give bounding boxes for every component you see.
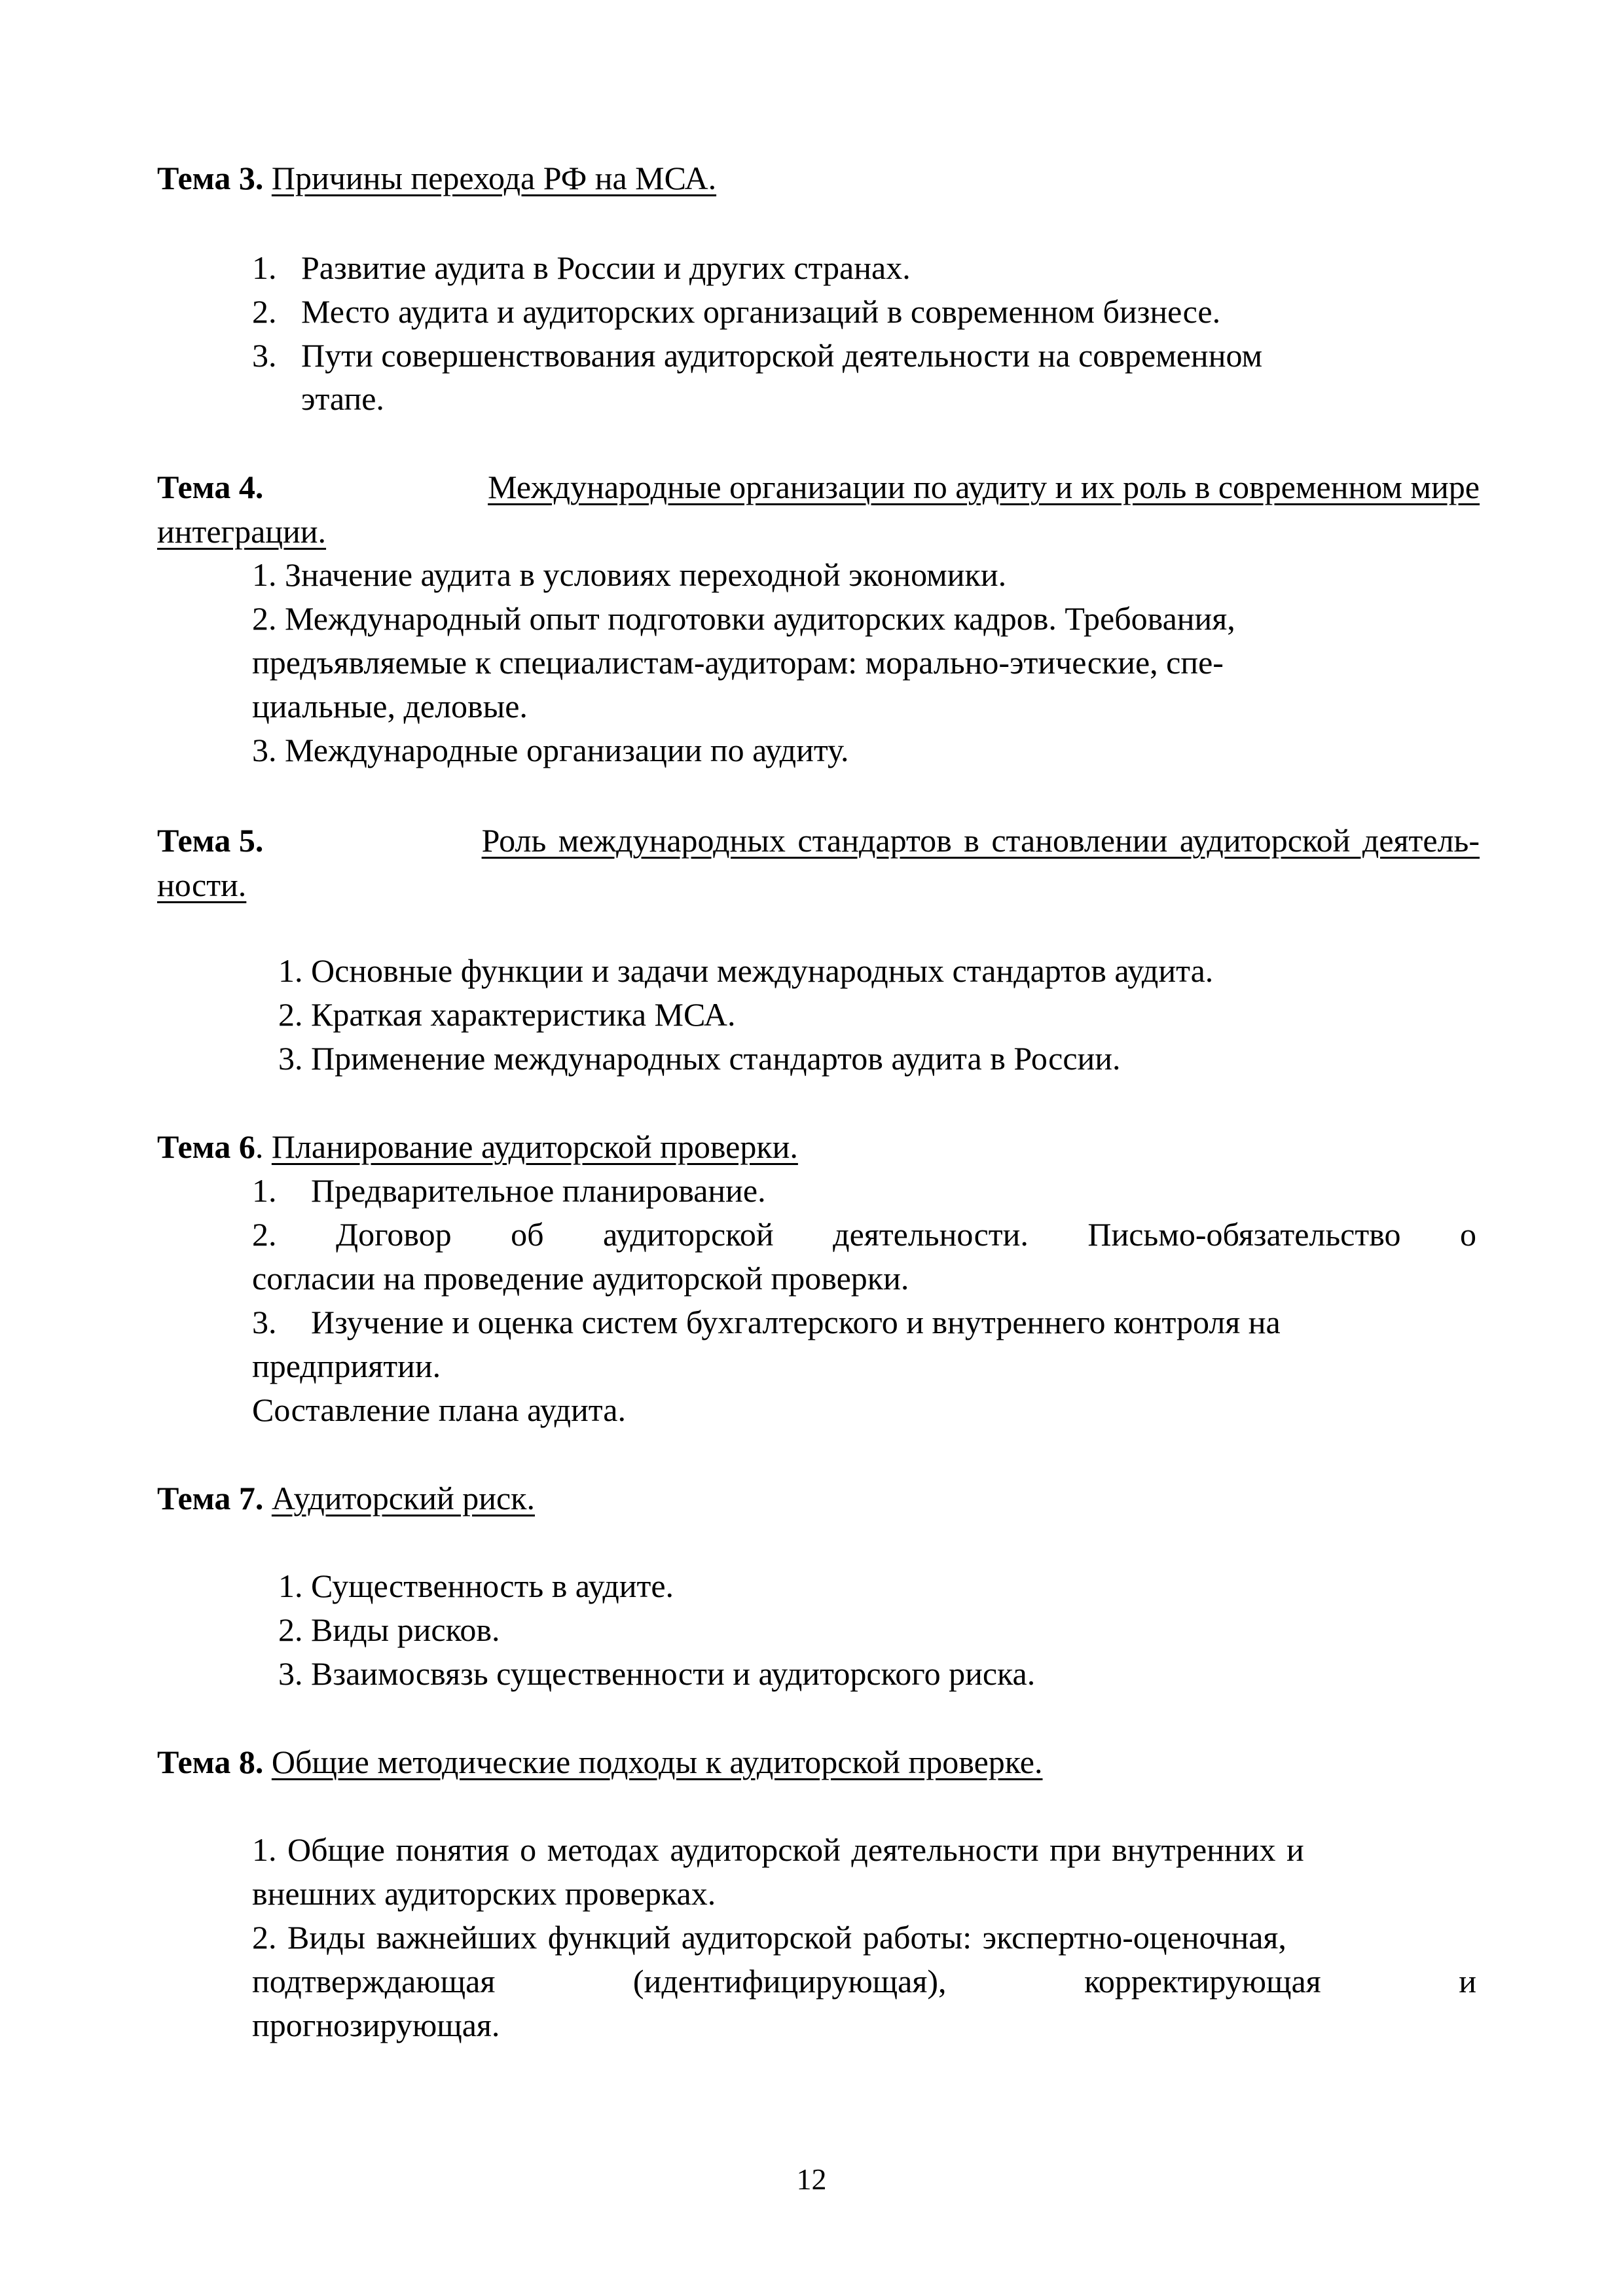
list-item: 2. Виды важнейших функций аудиторской работы: экспертно-оценочная,: [252, 1919, 1286, 1956]
topic-7-heading: [157, 1476, 1480, 1520]
topic-title: Аудиторский риск.: [271, 1480, 535, 1516]
list-item-continuation: согласии на проведение аудиторской проверки.: [252, 1260, 909, 1297]
list-item: 2. Договор об аудиторской деятельности. Письмо-обязательство о: [252, 1216, 1476, 1253]
list-item-continuation: прогнозирующая.: [252, 2007, 500, 2043]
list-item: 3. Изучение и оценка систем бухгалтерского и внутреннего контроля на: [252, 1304, 1281, 1340]
list-item-continuation: циальные, деловые.: [252, 688, 528, 725]
topic-title-continuation: интеграции.: [157, 513, 327, 550]
topic-title-continuation: ности.: [157, 867, 247, 903]
topic-4-heading: [157, 465, 1480, 554]
topic-label: Тема 5.: [157, 822, 264, 859]
list-item: 2. Краткая характеристика МСА.: [278, 996, 736, 1033]
topic-label: Тема 7.: [157, 1480, 264, 1516]
list-item-continuation: предприятии.: [252, 1348, 441, 1384]
topic-label: Тема 4.: [157, 469, 264, 505]
topic-label: Тема 3.: [157, 160, 264, 196]
list-item: 2. Место аудита и аудиторских организаций в современном бизнесе.: [252, 293, 1221, 330]
page-number: 12: [796, 2162, 827, 2196]
list-item: 1. Существенность в аудите.: [278, 1568, 674, 1604]
list-item: Составление плана аудита.: [252, 1391, 626, 1428]
topic-label: Тема 8.: [157, 1744, 264, 1780]
topic-3-heading: [157, 156, 1480, 200]
topic-title: Роль международных стандартов в становлении аудиторской деятель-: [481, 822, 1480, 859]
topic-title: Общие методические подходы к аудиторской проверке.: [271, 1744, 1043, 1780]
list-item: 1. Общие понятия о методах аудиторской деятельности при внутренних и: [252, 1831, 1304, 1868]
list-item-continuation: подтверждающая (идентифицирующая), корректирующая и: [252, 1963, 1476, 2000]
topic-5-heading: [157, 818, 1480, 907]
list-item-continuation: этапе.: [301, 380, 384, 417]
topic-title: Планирование аудиторской проверки.: [271, 1128, 798, 1165]
list-item: 3. Применение международных стандартов аудита в России.: [278, 1040, 1121, 1077]
list-item: 3. Международные организации по аудиту.: [252, 732, 849, 768]
list-item: 3. Пути совершенствования аудиторской деятельности на современном: [252, 337, 1263, 374]
list-item: 1. Предварительное планирование.: [252, 1172, 766, 1209]
topic-title: Причины перехода РФ на МСА.: [271, 160, 717, 196]
list-item-continuation: внешних аудиторских проверках.: [252, 1875, 716, 1912]
list-item: 2. Международный опыт подготовки аудиторских кадров. Требования,: [252, 600, 1235, 637]
list-item: 1. Значение аудита в условиях переходной экономики.: [252, 556, 1007, 593]
list-item-continuation: предъявляемые к специалистам-аудиторам: морально-этические, спе-: [252, 644, 1224, 681]
topic-label: Тема 6: [157, 1128, 255, 1165]
list-item: 1. Основные функции и задачи международных стандартов аудита.: [278, 952, 1214, 989]
topic-6-heading: Тема 6. Планирование аудиторской проверки.: [157, 1128, 798, 1165]
topic-8-heading: [157, 1740, 1480, 1784]
list-item: 3. Взаимосвязь существенности и аудиторского риска.: [278, 1655, 1036, 1692]
list-item: 1. Развитие аудита в России и других странах.: [252, 249, 911, 286]
list-item: 2. Виды рисков.: [278, 1611, 500, 1648]
topic-title: Международные организации по аудиту и их роль в современном мире: [488, 469, 1480, 505]
